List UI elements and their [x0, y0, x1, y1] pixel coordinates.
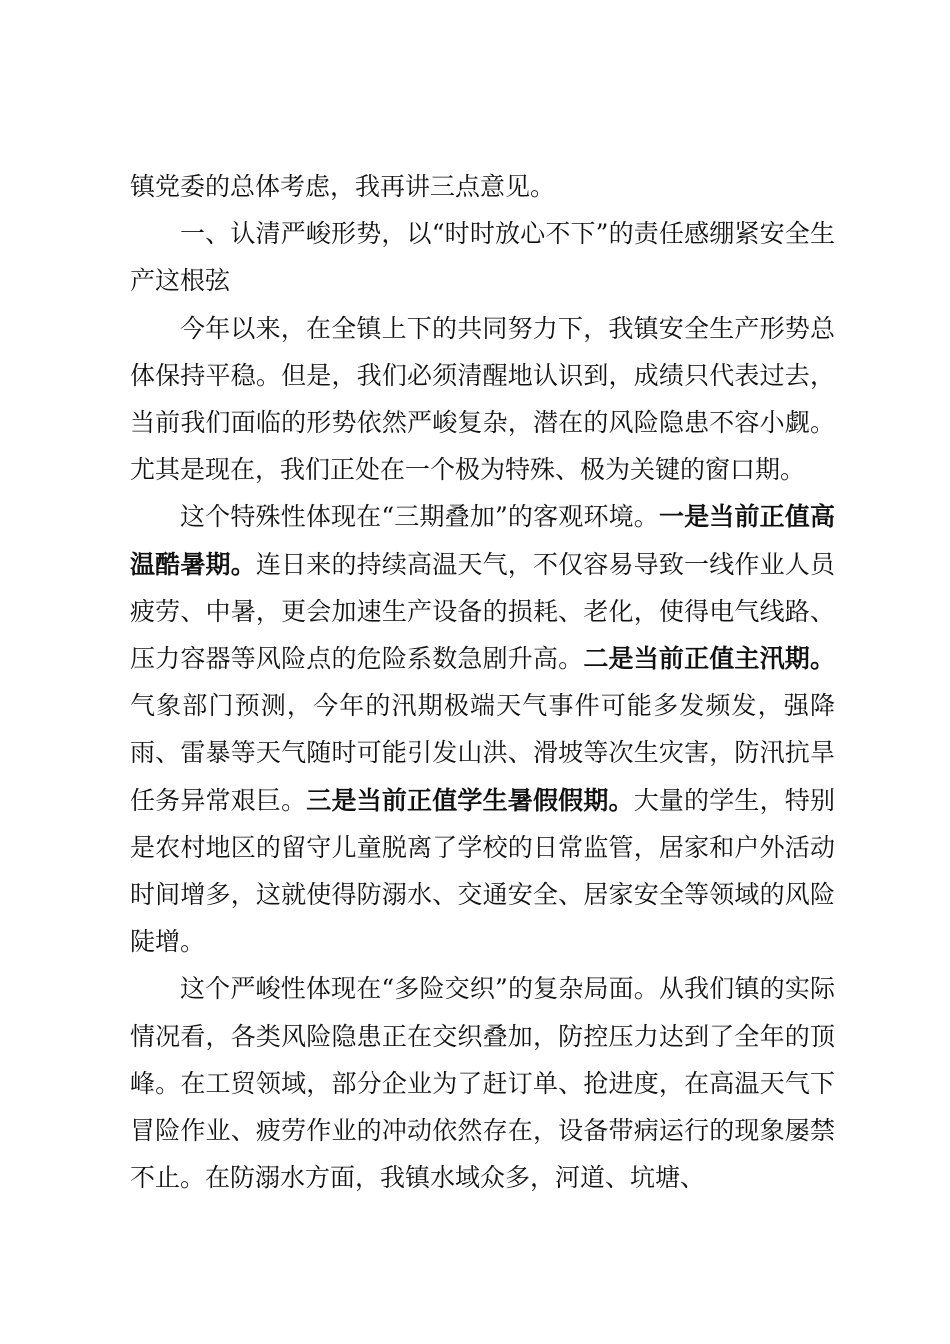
bold-point-3: 三是当前正值学生暑假假期。	[306, 785, 634, 815]
section-heading-1	[130, 210, 835, 304]
paragraph-text: 气象部门预测，今年的汛期极端天气事件可能多发频发，强降雨、雷暴等天气随时可能引发山洪、滑坡等次生灾害，防汛抗旱任务异常艰巨。	[130, 691, 835, 815]
bold-point-2: 二是当前正值主汛期。	[583, 644, 835, 674]
paragraph-text: 连日来的持续高温天气，不仅容易导致一线作业人员疲劳、中暑，更会加速生产设备的损耗、老化，使得电气线路、压力容器等风险点的危险系数急剧升高。	[130, 549, 835, 674]
paragraph-three-periods	[130, 493, 835, 965]
paragraph-intro	[130, 163, 835, 210]
document-body	[130, 163, 835, 1201]
bold-point-1: 一是当前正值高温酷暑期。	[130, 502, 835, 579]
paragraph-situation	[130, 305, 835, 494]
heading-text: 一、认清严峻形势，以“时时放心不下”的责任感绷紧安全生产这根弦	[130, 219, 835, 296]
paragraph-multiple-risks	[130, 965, 835, 1201]
paragraph-text: 这个严峻性体现在“多险交织”的复杂局面。从我们镇的实际情况看，各类风险隐患正在交织叠加，防控压力达到了全年的顶峰。在工贸领域，部分企业为了赶订单、抢进度，在高温天气下冒险作业、疲劳作业的冲动依然存在，设备带病运行的现象屡禁不止。在防溺水方面，我镇水域众多，河道、坑塘、	[130, 974, 835, 1193]
paragraph-text: 大量的学生，特别是农村地区的留守儿童脱离了学校的日常监管，居家和户外活动时间增多，这就使得防溺水、交通安全、居家安全等领域的风险陡增。	[130, 785, 835, 957]
paragraph-text: 今年以来，在全镇上下的共同努力下，我镇安全生产形势总体保持平稳。但是，我们必须清醒地认识到，成绩只代表过去，当前我们面临的形势依然严峻复杂，潜在的风险隐患不容小觑。尤其是现在，我们正处在一个极为特殊、极为关键的窗口期。	[130, 313, 835, 485]
paragraph-text: 这个特殊性体现在“三期叠加”的客观环境。	[180, 502, 659, 532]
paragraph-text: 镇党委的总体考虑，我再讲三点意见。	[130, 172, 556, 201]
